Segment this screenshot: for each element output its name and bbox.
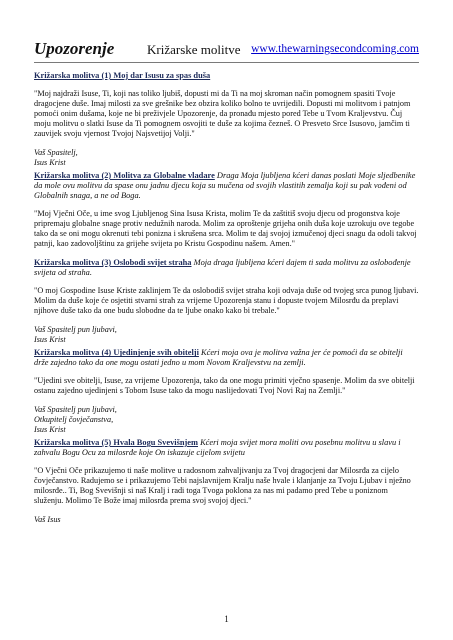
prayer-text: "O Vječni Oče prikazujemo ti naše molitve u radosnom zahvaljivanju za Tvoj dragocjeni dar Milosrđa za cijelo čovječanstvo. Radujemo se i prikazujemo Tebi najslavnijem Kralju naše hvale i klanjanje za Tvoju Ljubav i nježno milosrđe.. Ti, Bog Svevišnji si naš Kralj i radi toga Tvoga poklona za nas mi padamo pred Tebe u poniznom služenju. Molimo Te Bože imaj milosrđa prema svoj svojoj djeci." [34,466,411,506]
prayer-text: "O moj Gospodine Isuse Kriste zaklinjem Te da oslobodiš svijet straha koji odvaja duše od tvojeg srca punog ljubavi. Molim da duše koje će osjetiti stvarni strah za vrijeme Upozorenja stanu i dopuste tvojem Milosrđu da preplavi njihove duše tako da one budu slobodne da te ljube onako kako bi trebale." [34,286,419,316]
prayer-text: "Moj najdraži Isuse, Ti, koji nas toliko ljubiš, dopusti mi da Ti na moj skroman način pomognem spasiti Tvoje dragocjene duše. Imaj milosti za sve grešnike bez obzira koliko bolno te uvrijedili. Dopusti mi molitvom i patnjom pomoći onim dušama, koje ne bi preživjele Upozorenje, da pronađu mjesto pored Tebe u Tvom Kraljevstvu. Čuj moju molitvu o slatki Isuse da Ti pomognem osvojiti te duše za kojima čezneš. O Presveto Srce Isusovo, jamčim ti zauvijek svoju vjernost Tvojoj Najsvetijoj Volji." [34,89,411,138]
prayer-intro: Draga Moja ljubljena kćeri danas poslati Moje sljedbenike da mole ovu molitvu da spase onu jadnu djecu koja su mučena od svojih vlastitih zemalja koji su pak vođeni od Globalnih snaga, a ne od Boga. [34,171,416,201]
signature-line: Vaš Spasitelj, [34,148,78,157]
prayer-text: "Ujedini sve obitelji, Isuse, za vrijeme Upozorenja, tako da one mogu primiti vječno spasenje. Molim da sve obitelji ostanu zajedno ujedinjeni s Tobom Isuse tako da mogu naslijedovati Tvoj Novi Raj na Zemlji." [34,376,415,396]
prayer-heading [34,258,419,278]
signature-line: Vaš Spasitelj pun ljubavi, [34,405,117,415]
signature-line: Isus Krist [34,157,66,167]
prayer-signature [34,148,419,167]
signature-line: Vaš Spasitelj pun ljubavi, [34,325,117,335]
prayer-intro: Kćeri moja ova je molitva važna jer će pomoći da se obitelji drže zajedno tako da one mogu ostati jedno u mom Novom Kraljevstvu na zemlji. [34,348,403,368]
prayer-heading [34,171,419,201]
prayer-heading [34,348,419,368]
prayer-intro: Kćeri moja svijet mora moliti ovu posebnu molitvu u slavu i zahvalu Bogu Ocu za milosrđe koje On iskazuje cijelom svijetu [34,438,401,458]
prayer-title: Križarska molitva (5) Hvala Bogu Svevišnjem [34,438,198,448]
page-header [34,40,419,63]
prayer-text: "Moj Vječni Oče, u ime svog Ljubljenog Sina Isusa Krista, molim Te da zaštitiš svoju djecu od progonstva koje pripremaju globalne snage protiv nedužnih naroda. Molim za oproštenje grijeha onih duša koje uzrokuju ove tegobe tako da se oni mogu okrenuti tebi poniznа i skrušena srca. Molim te daj svojoj izmučenoj djeci snagu da odoli takvoj patnji, kao zadovoljštinu za grijehe svijeta po Kristu Gospodinu našem. Amen." [34,209,417,249]
prayer-heading [34,71,419,81]
prayer-section-1 [34,71,419,167]
prayer-title: Križarska molitva (2) Molitva za Globalne vladare [34,171,215,181]
prayer-intro: Moja draga ljubljena kćeri dajem ti sada molitvu za oslobođenje svijeta od straha. [34,258,411,278]
signature-line: Isus Krist [34,334,66,344]
prayer-title: Križarska molitva (3) Oslobodi svijet straha [34,258,192,268]
prayer-section-3 [34,258,419,344]
prayer-title: Križarska molitva (4) Ujedinjenje svih obitelji [34,348,199,358]
signature-line: Vaš Isus [34,515,61,525]
prayer-heading [34,438,419,458]
prayer-signature [34,405,419,434]
document-page [34,40,419,529]
page-subtitle: Križarske molitve [147,42,241,57]
prayer-section-4 [34,348,419,434]
website-link[interactable]: www.thewarningsecondcoming.com [251,43,419,55]
prayer-title: Križarska molitva (1) Moj dar Isusu za spas duša [34,71,211,80]
prayer-section-2 [34,171,419,249]
page-number: 1 [224,614,229,624]
prayer-section-5 [34,438,419,525]
prayer-signature [34,325,419,344]
prayer-signature [34,515,419,525]
signature-line: Isus Krist [34,424,66,434]
signature-line: Otkupitelj čovječanstva, [34,414,114,424]
site-title: Upozorenje [34,39,115,58]
